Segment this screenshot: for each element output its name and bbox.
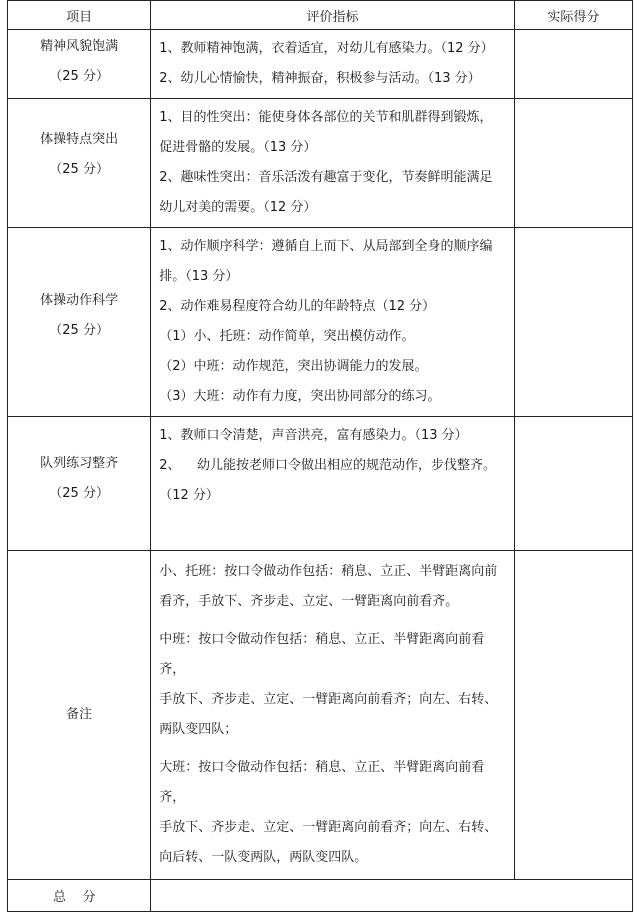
notes-paragraph [159, 753, 508, 873]
item-cell [8, 30, 151, 99]
score-cell[interactable] [514, 417, 632, 551]
table-row [8, 99, 633, 228]
notes-line: 小、托班：按口令做动作包括：稍息、立正、半臂距离向前 [159, 564, 498, 579]
item-cell [8, 228, 151, 417]
criteria-line: （2）中班：动作规范，突出协调能力的发展。 [159, 359, 428, 374]
criteria-cell [151, 228, 515, 417]
notes-line: 手放下、齐步走、立定、一臂距离向前看齐；向左、右转、 [159, 692, 498, 707]
criteria-line: （3）大班：动作有力度，突出协同部分的练习。 [159, 389, 441, 404]
criteria-line: 幼儿对美的需要。（12 分） [159, 200, 317, 215]
criteria-line: （12 分） [159, 488, 219, 503]
total-row [8, 880, 633, 912]
criteria-line: 2、动作难易程度符合幼儿的年龄特点（12 分） [159, 299, 436, 314]
criteria-cell [151, 30, 515, 99]
item-cell [8, 99, 151, 228]
criteria-line: 2、幼儿心情愉快，精神振奋，积极参与活动。（13 分） [159, 71, 481, 86]
criteria-line: 2、 幼儿能按老师口令做出相应的规范动作，步伐整齐。 [159, 458, 497, 473]
item-cell [8, 417, 151, 551]
criteria-cell [151, 417, 515, 551]
score-cell[interactable] [514, 228, 632, 417]
notes-row [8, 551, 633, 880]
criteria-line: 促进骨骼的发展。（13 分） [159, 140, 317, 155]
score-cell[interactable] [514, 99, 632, 228]
header-item: 项目 [8, 1, 151, 30]
notes-line: 看齐，手放下、齐步走、立定、一臂距离向前看齐。 [159, 594, 459, 609]
notes-paragraph [159, 625, 508, 745]
notes-score-cell[interactable] [514, 551, 632, 880]
item-points: （25 分） [49, 486, 109, 501]
total-score-cell[interactable] [151, 880, 633, 912]
item-name: 体操特点突出 [40, 132, 119, 147]
notes-paragraph [159, 557, 508, 617]
notes-line: 中班：按口令做动作包括：稍息、立正、半臂距离向前看齐， [159, 632, 485, 677]
header-criteria: 评价指标 [151, 1, 515, 30]
notes-line: 两队变四队； [159, 722, 238, 737]
criteria-line: 2、趣味性突出：音乐活泼有趣富于变化，节奏鲜明能满足 [159, 170, 493, 185]
criteria-line: 排。（13 分） [159, 269, 239, 284]
criteria-line: 1、动作顺序科学：遵循自上而下、从局部到全身的顺序编 [159, 239, 493, 254]
notes-line: 大班：按口令做动作包括：稍息、立正、半臂距离向前看齐， [159, 760, 485, 805]
total-label: 总 分 [8, 880, 151, 912]
criteria-cell [151, 99, 515, 228]
table-row [8, 30, 633, 99]
notes-line: 手放下、齐步走、立定、一臂距离向前看齐；向左、右转、 [159, 820, 498, 835]
criteria-line: 1、教师口令清楚，声音洪亮，富有感染力。（13 分） [159, 428, 468, 443]
criteria-line: 1、目的性突出：能使身体各部位的关节和肌群得到锻炼， [159, 110, 493, 125]
table-row [8, 228, 633, 417]
evaluation-table [7, 0, 633, 912]
item-points: （25 分） [49, 162, 109, 177]
table-row [8, 417, 633, 551]
item-name: 队列练习整齐 [40, 456, 119, 471]
item-points: （25 分） [49, 323, 109, 338]
item-name: 精神风貌饱满 [40, 39, 119, 54]
notes-line: 向后转、一队变两队，两队变四队。 [159, 850, 368, 865]
item-name: 体操动作科学 [40, 293, 119, 308]
notes-cell [151, 551, 515, 880]
notes-label-cell [8, 551, 151, 880]
notes-label: 备注 [66, 707, 93, 722]
item-points: （25 分） [49, 69, 109, 84]
score-cell[interactable] [514, 30, 632, 99]
criteria-line: （1）小、托班：动作简单，突出模仿动作。 [159, 329, 415, 344]
header-score: 实际得分 [514, 1, 632, 30]
table-header-row [8, 1, 633, 30]
criteria-line: 1、教师精神饱满，衣着适宜，对幼儿有感染力。（12 分） [159, 41, 494, 56]
